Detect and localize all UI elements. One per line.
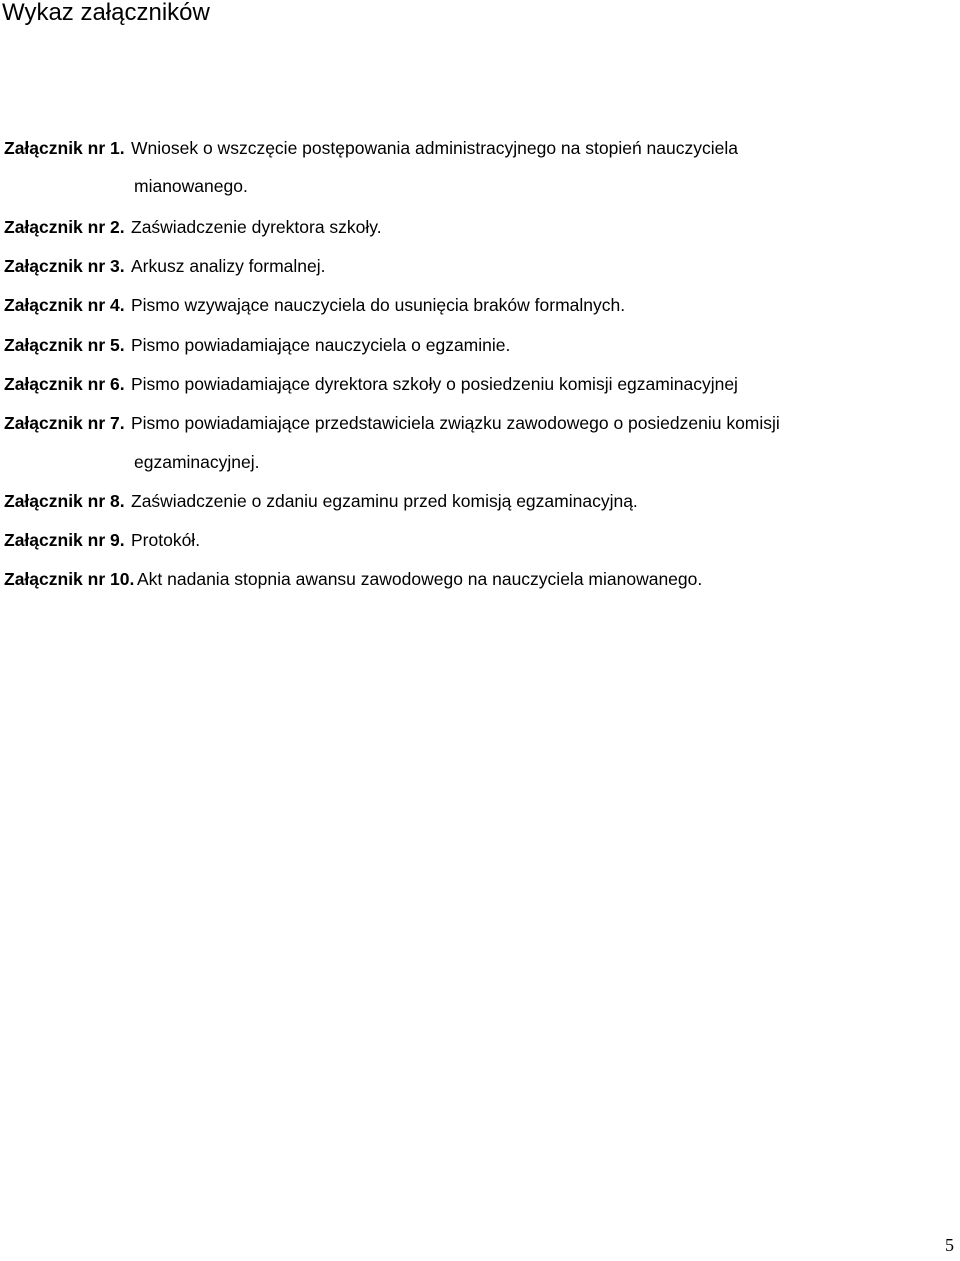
attachment-label: Załącznik nr 3. xyxy=(4,256,125,276)
attachment-item-9 xyxy=(4,529,201,551)
page-title: Wykaz załączników xyxy=(2,0,210,26)
attachment-item-6 xyxy=(4,373,738,395)
attachment-description: Zaświadczenie o zdaniu egzaminu przed komisją egzaminacyjną. xyxy=(131,491,638,511)
attachment-description: Pismo powiadamiające nauczyciela o egzaminie. xyxy=(131,335,511,355)
attachment-item-4 xyxy=(4,294,626,316)
attachment-description: Protokół. xyxy=(131,530,201,550)
attachment-description: Pismo powiadamiające dyrektora szkoły o posiedzeniu komisji egzaminacyjnej xyxy=(131,374,738,394)
page-number: 5 xyxy=(945,1235,954,1255)
attachment-label: Załącznik nr 1. xyxy=(4,138,125,158)
attachment-description: Wniosek o wszczęcie postępowania administracyjnego na stopień nauczyciela xyxy=(131,138,738,158)
attachment-label: Załącznik nr 7. xyxy=(4,413,125,433)
attachment-label: Załącznik nr 6. xyxy=(4,374,125,394)
attachment-label: Załącznik nr 10. xyxy=(4,569,135,589)
attachment-label: Załącznik nr 2. xyxy=(4,217,125,237)
attachment-label: Załącznik nr 5. xyxy=(4,335,125,355)
attachment-item-10 xyxy=(4,568,703,590)
attachment-item-5 xyxy=(4,334,511,356)
attachment-description: Pismo wzywające nauczyciela do usunięcia braków formalnych. xyxy=(131,295,626,315)
attachment-item-7 xyxy=(4,412,780,434)
attachment-item-1 xyxy=(4,137,738,159)
attachment-description: Akt nadania stopnia awansu zawodowego na nauczyciela mianowanego. xyxy=(137,569,703,589)
attachment-item-8 xyxy=(4,490,638,512)
attachment-description-continuation: egzaminacyjnej. xyxy=(134,452,260,472)
attachment-item-2 xyxy=(4,216,382,238)
attachment-item-3 xyxy=(4,255,326,277)
attachment-description: Pismo powiadamiające przedstawiciela związku zawodowego o posiedzeniu komisji xyxy=(131,413,780,433)
attachment-label: Załącznik nr 4. xyxy=(4,295,125,315)
attachment-description-continuation: mianowanego. xyxy=(134,176,248,196)
attachment-label: Załącznik nr 8. xyxy=(4,491,125,511)
attachment-description: Arkusz analizy formalnej. xyxy=(131,256,326,276)
attachment-label: Załącznik nr 9. xyxy=(4,530,125,550)
attachment-description: Zaświadczenie dyrektora szkoły. xyxy=(131,217,382,237)
